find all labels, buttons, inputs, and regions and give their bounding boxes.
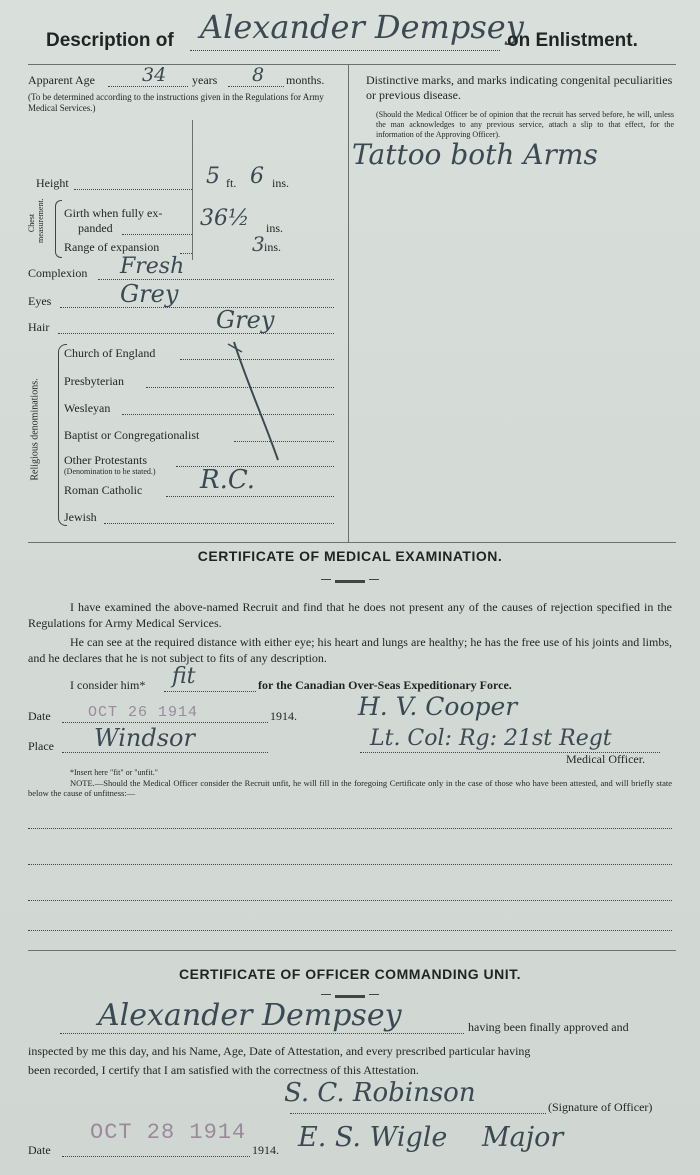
distinctive-marks-heading: Distinctive marks, and marks indicating congenital peculiarities or previous disease. (366, 73, 673, 102)
center-divider (348, 64, 349, 542)
girth-dots-lead (122, 234, 192, 235)
height-label: Height (36, 176, 69, 190)
medical-officer-rank: Lt. Col: Rg: 21st Regt (370, 726, 612, 751)
medical-paragraph-1: I have examined the above-named Recruit and find that he does not present any of the causes of rejection specified in the Regulations for Army Medical Services. (28, 600, 672, 630)
girth-label-line2: panded (78, 221, 113, 235)
complexion-label: Complexion (28, 266, 88, 280)
commanding-date-label: Date (28, 1143, 51, 1157)
consider-prefix: I consider him* (70, 678, 146, 692)
religion-jewish: Jewish (64, 510, 97, 524)
title-ornament (335, 580, 365, 583)
commanding-name-line (60, 1033, 464, 1034)
consider-value: fit (172, 664, 196, 689)
girth-label-line1: Girth when fully ex- (64, 206, 163, 220)
hair-label: Hair (28, 320, 50, 334)
eyes-line (60, 307, 334, 308)
medical-date-stamp: OCT 26 1914 (88, 704, 199, 721)
strike-through-mark (220, 320, 300, 480)
religion-line-7 (104, 523, 334, 524)
unfitness-line-1 (28, 828, 672, 829)
medical-date-label: Date (28, 709, 51, 723)
eyes-value: Grey (120, 280, 179, 308)
medical-officer-label: Medical Officer. (566, 752, 646, 766)
header-prefix: Description of (46, 30, 174, 51)
commanding-certificate-title: CERTIFICATE OF OFFICER COMMANDING UNIT. (179, 966, 521, 982)
upper-section-bottom-rule (28, 542, 676, 543)
ft-label: ft. (226, 176, 237, 190)
girth-ins-label: ins. (266, 221, 284, 235)
commanding-text-3: been recorded, I certify that I am satisfied with the correctness of this Attestation. (28, 1063, 419, 1077)
commanding-officer-rank: Major (482, 1122, 564, 1153)
religion-church-of-england: Church of England (64, 346, 156, 360)
height-in-value: 6 (250, 164, 264, 189)
age-years-line (108, 86, 188, 87)
height-ft-value: 5 (206, 164, 220, 189)
unfitness-line-3 (28, 900, 672, 901)
recruit-name-handwritten: Alexander Dempsey (200, 8, 524, 46)
commanding-date-stamp: OCT 28 1914 (90, 1120, 247, 1145)
chest-measurement-label: Chest measurement. (27, 198, 45, 243)
range-label: Range of expansion (64, 240, 160, 254)
medical-officer-signature: H. V. Cooper (358, 692, 518, 721)
medical-certificate-title: CERTIFICATE OF MEDICAL EXAMINATION. (197, 548, 503, 564)
age-years-value: 34 (142, 64, 167, 86)
commanding-text-2: inspected by me this day, and his Name, Age, Date of Attestation, and every prescribed particular having (28, 1044, 531, 1058)
rc-value: R.C. (200, 465, 256, 495)
consider-line (164, 691, 256, 692)
height-ins-label: ins. (272, 176, 290, 190)
insert-fit-note: *Insert here "fit" or "unfit." (70, 768, 158, 777)
top-rule (28, 64, 676, 65)
medical-paragraph-2: He can see at the required distance with either eye; his heart and lungs are healthy; he has the free use of his joints and limbs, and he declares that he is not subject to fits of any description. (28, 635, 672, 665)
commanding-date-line (62, 1156, 250, 1157)
height-dots-lead (74, 189, 192, 190)
commanding-officer-initials: E. S. Wigle (298, 1122, 448, 1153)
medical-section-bottom-rule (28, 950, 676, 951)
years-label: years (192, 73, 218, 87)
signature-line (290, 1113, 546, 1114)
commanding-officer-signature: S. C. Robinson (284, 1078, 476, 1108)
commanding-recruit-name: Alexander Dempsey (98, 998, 402, 1033)
distinctive-marks-value: Tattoo both Arms (352, 138, 598, 171)
name-dotted-line (190, 50, 500, 51)
unfit-note: NOTE.—Should the Medical Officer consider the Recruit unfit, he will fill in the foregoing Certificate only in the case of those who have been attested, and will briefly state below the cause of unfitness:— (28, 778, 672, 798)
religion-roman-catholic: Roman Catholic (64, 483, 143, 497)
denomination-note: (Denomination to be stated.) (64, 467, 156, 476)
complexion-value: Fresh (120, 254, 185, 279)
medical-date-year: 1914. (270, 709, 297, 723)
age-months-value: 8 (252, 64, 265, 86)
religion-wesleyan: Wesleyan (64, 401, 111, 415)
consider-suffix: for the Canadian Over-Seas Expeditionary Force. (258, 678, 512, 692)
religion-other-protestants: Other Protestants (64, 453, 147, 467)
girth-value: 36½ (200, 206, 250, 231)
religious-denominations-label: Religious denominations. (29, 378, 41, 481)
place-line (62, 752, 268, 753)
unfitness-line-4 (28, 930, 672, 931)
header-suffix: on Enlistment. (507, 30, 638, 51)
commanding-date-year: 1914. (252, 1143, 279, 1157)
distinctive-marks-note: (Should the Medical Officer be of opinion that the recruit has served before, he will, unless the man acknowledges to any previous service, attach a slip to that effect, for the information of the Approving Officer). (376, 110, 674, 139)
eyes-label: Eyes (28, 294, 52, 308)
unfitness-line-2 (28, 864, 672, 865)
signature-label: (Signature of Officer) (548, 1100, 653, 1114)
measurement-divider (192, 120, 193, 260)
hair-value: Grey (216, 306, 275, 334)
place-label: Place (28, 739, 54, 753)
religion-line-6 (166, 496, 334, 497)
religion-baptist: Baptist or Congregationalist (64, 428, 200, 442)
medical-date-line (62, 722, 268, 723)
religion-presbyterian: Presbyterian (64, 374, 124, 388)
place-value: Windsor (94, 724, 195, 752)
apparent-age-label: Apparent Age (28, 73, 95, 87)
age-instructions-note: (To be determined according to the instructions given in the Regulations for Army Medical Services.) (28, 92, 324, 113)
chest-bracket (55, 200, 62, 258)
age-months-line (228, 86, 284, 87)
range-ins-label: ins. (264, 240, 282, 254)
commanding-text-1: having been finally approved and (468, 1020, 629, 1034)
months-label: months. (286, 73, 325, 87)
range-value: 3 (252, 232, 265, 256)
